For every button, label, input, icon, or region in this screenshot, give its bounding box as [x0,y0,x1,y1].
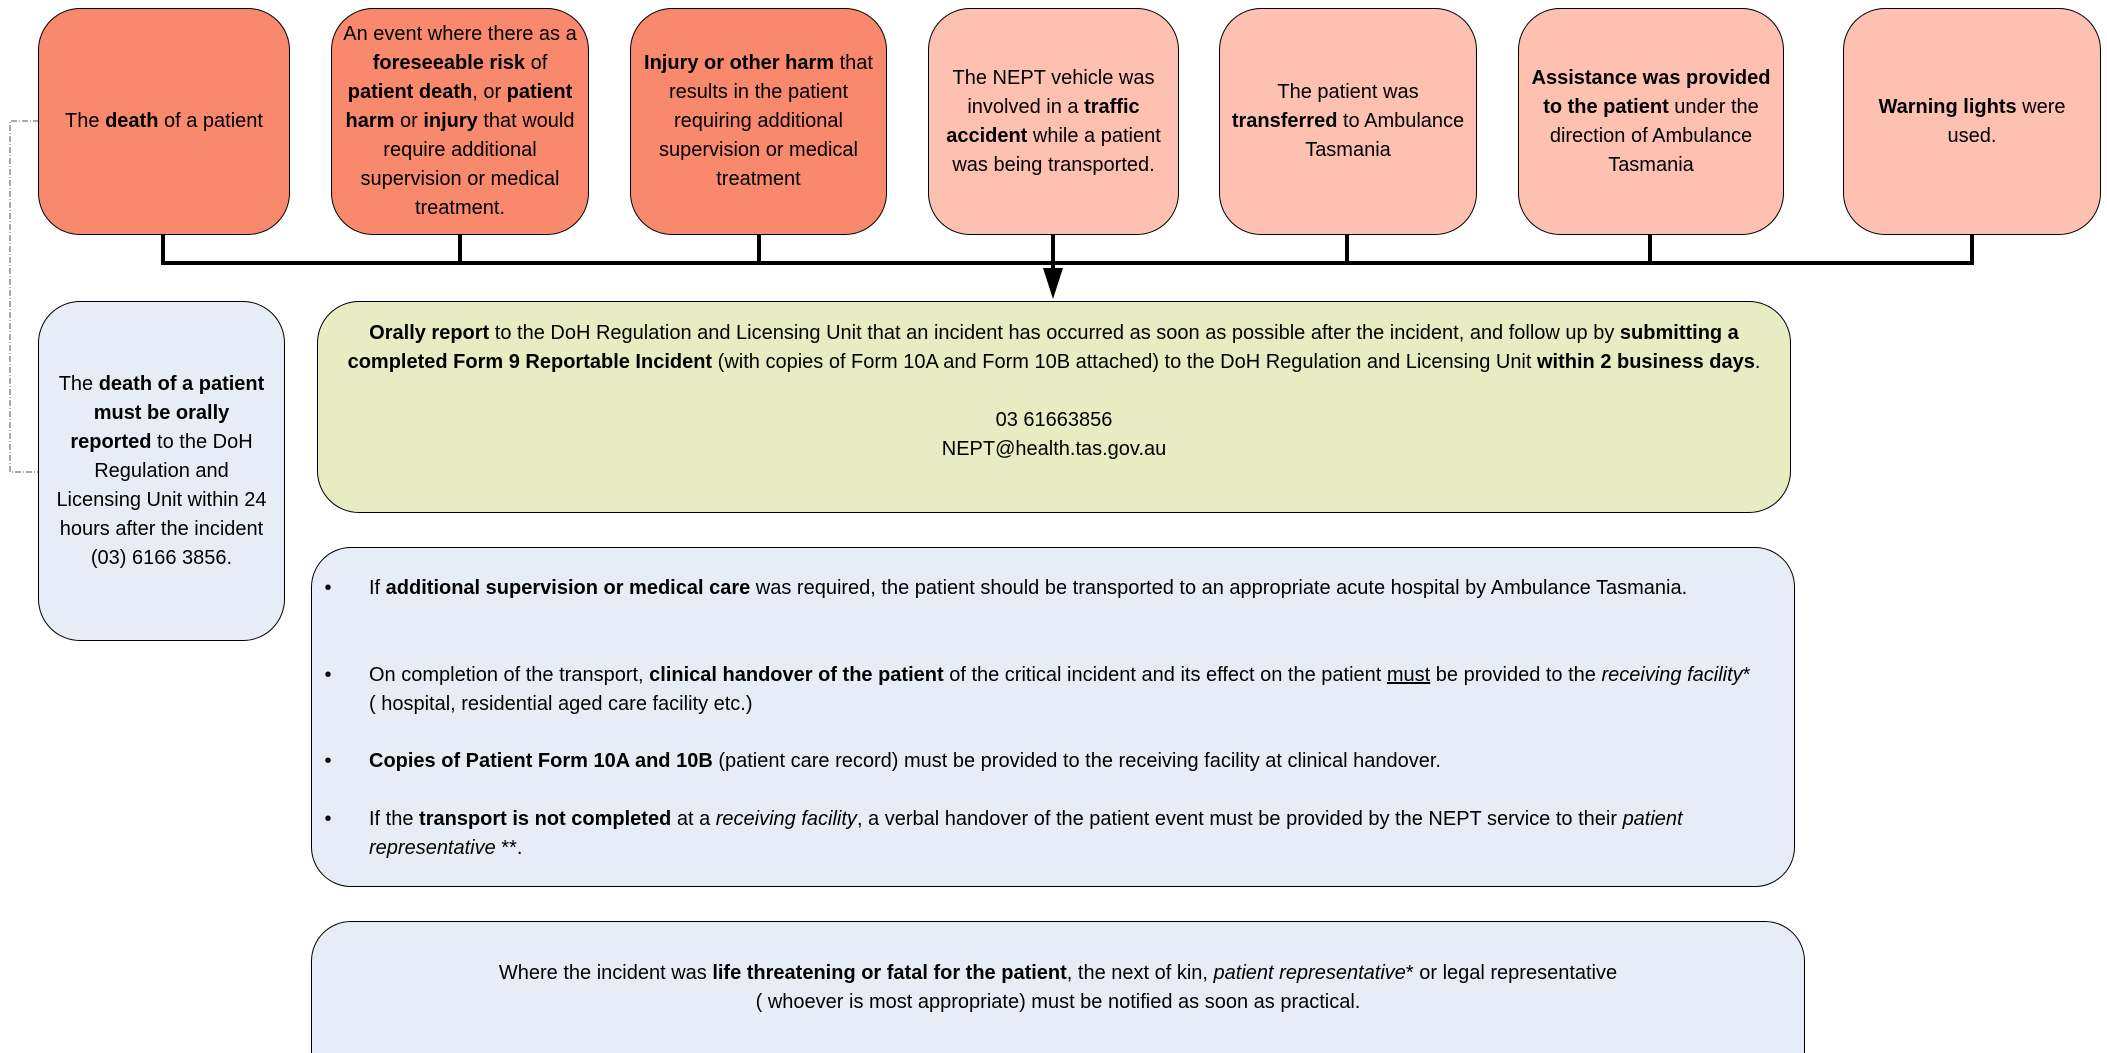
emphasis-text: Copies of Patient Form 10A and 10B [369,750,713,772]
bullet-text: Copies of Patient Form 10A and 10B (patient care record) must be provided to the receiving facility at clinical handover. [369,750,1441,772]
report-phone: 03 61663856 [995,409,1113,431]
trigger-box-assistance [1518,8,1784,235]
trigger-box-text: The NEPT vehicle was involved in a traffic accident while a patient was being transported. [946,66,1161,176]
emphasis-text: Assistance was provided to the patient [1531,66,1771,118]
next-of-kin-box [311,921,1805,1053]
report-email: NEPT@health.tas.gov.au [941,438,1167,460]
trigger-box-text: An event where there as a foreseeable risk of patient death, or patient harm or injury that would require additional supervision or medical treatment. [343,23,577,219]
trigger-box-text: Assistance was provided to the patient under the direction of Ambulance Tasmania [1531,66,1771,176]
emphasis-text: traffic accident [946,95,1140,147]
bullet-dot: • [324,577,332,599]
down-arrow-icon [1043,268,1063,299]
trigger-box-text: The patient was transferred to Ambulance Tasmania [1231,81,1465,161]
report-box [317,301,1791,513]
trigger-box-text: Warning lights were used. [1878,95,2066,147]
emphasis-text: death of a patient must be orally reported [70,372,265,453]
emphasis-text: patient harm [345,81,573,132]
emphasis-text: transport is not completed [419,808,672,830]
trigger-box-transferred [1219,8,1477,235]
handover-bullets-box [311,547,1795,887]
trigger-box-text: The death of a patient [65,110,263,132]
emphasis-text: patient death [347,81,473,103]
death-oral-report-box [38,301,285,641]
emphasis-text: foreseeable risk [372,52,526,74]
emphasis-text: injury [423,110,478,132]
bullet-text: If additional supervision or medical care was required, the patient should be transported to an appropriate acute hospital by Ambulance Tasmania. [369,577,1688,599]
emphasis-text: life threatening or fatal for the patient [712,962,1067,984]
emphasis-text: must [1386,664,1431,686]
emphasis-text: submitting a completed Form 9 Reportable Incident [347,322,1739,373]
bullet-dot: • [324,750,332,772]
emphasis-text: receiving facility [715,808,857,830]
trigger-box-warning-lights [1843,8,2101,235]
trigger-box-traffic-accident [928,8,1179,235]
trigger-box-text: Injury or other harm that results in the patient requiring additional supervision or medical treatment [644,52,873,190]
death-oral-report-text: The death of a patient must be orally reported to the DoH Regulation and Licensing Unit within 24 hours after the incident (03) 6166 3856. [56,372,267,569]
trigger-box-injury [630,8,887,235]
report-instructions: Orally report to the DoH Regulation and Licensing Unit that an incident has occurred as soon as possible after the incident, and follow up by submitting a completed Form 9 Reportable Incident (with copies of Form 10A and Form 10B attached) to the DoH Regulation and Licensing Unit within 2 business days. [347,322,1761,373]
next-of-kin-text: Where the incident was life threatening or fatal for the patient, the next of kin, patient representative* or legal representative ( whoever is most appropriate) must be notified as soon as practical. [498,962,1618,1013]
bullet-text: If the transport is not completed at a receiving facility, a verbal handover of the patient event must be provided by the NEPT service to their patient representative **. [369,808,1683,859]
emphasis-text: patient representative [369,808,1683,859]
dashed-link-line [10,121,39,472]
emphasis-text: Injury or other harm [644,52,835,74]
emphasis-text: additional supervision or medical care [385,577,751,599]
trigger-box-foreseeable-risk [331,8,589,235]
emphasis-text: clinical handover of the patient [649,664,944,686]
bullet-dot: • [324,664,332,686]
bullet-text: On completion of the transport, clinical handover of the patient of the critical incident and its effect on the patient must be provided to the receiving facility* ( hospital, residential aged care facility etc.) [369,664,1751,715]
bullet-dot: • [324,808,332,830]
trigger-box-death [38,8,290,235]
emphasis-text: receiving facility [1601,664,1743,686]
emphasis-text: Orally report [369,322,490,344]
emphasis-text: death [105,110,159,132]
emphasis-text: Warning lights [1878,95,2017,118]
emphasis-text: transferred [1231,110,1338,132]
emphasis-text: patient representative [1213,962,1406,984]
emphasis-text: within 2 business days [1537,351,1755,373]
